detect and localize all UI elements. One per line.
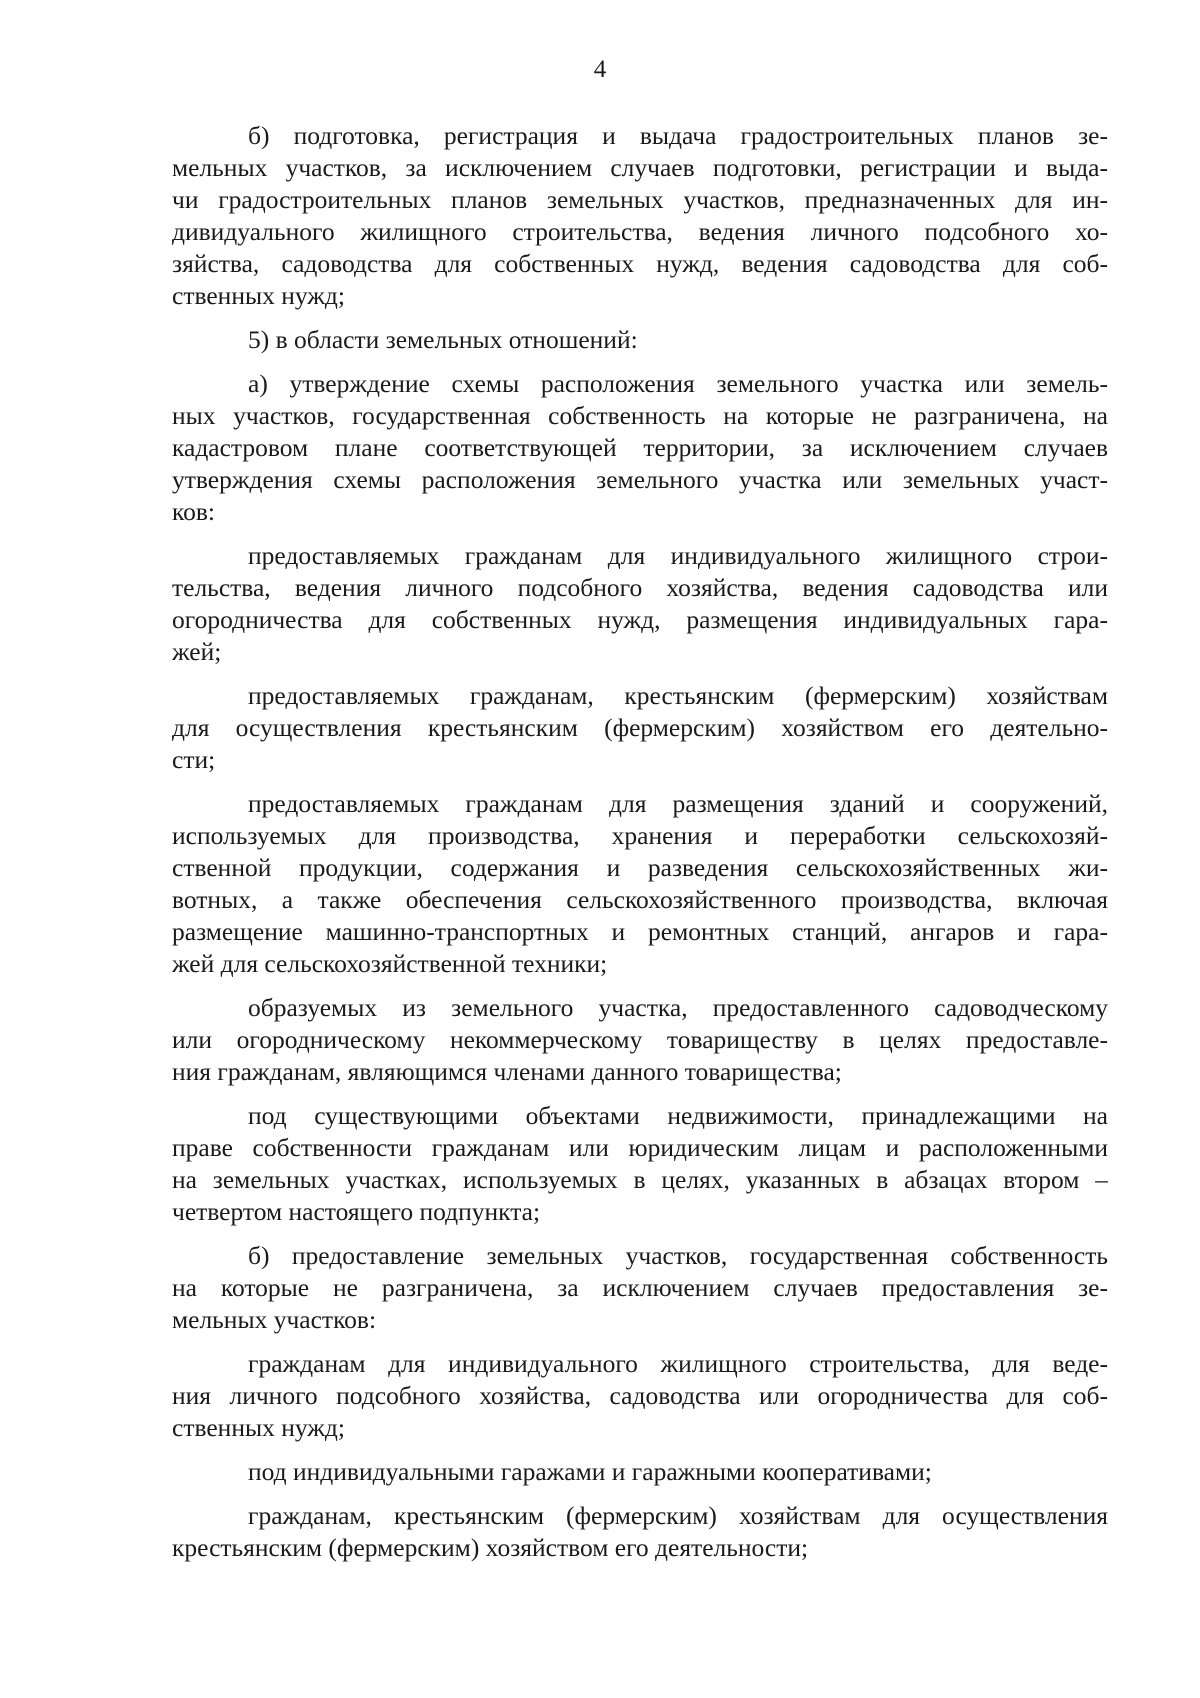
paragraph [172,992,1108,1088]
paragraph [172,1456,1108,1488]
text-line: ков: [172,497,215,526]
text-line: тельства, ведения личного подсобного хозяйства, ведения садоводства или [172,573,1108,602]
text-line: для осуществления крестьянским (фермерским) хозяйством его деятельно- [172,713,1108,742]
document-body [172,120,1108,1576]
paragraph [172,1100,1108,1228]
text-line: огородничества для собственных нужд, размещения индивидуальных гара- [172,605,1108,634]
text-line: крестьянским (фермерским) хозяйством его деятельности; [172,1533,809,1562]
text-line: используемых для производства, хранения и переработки сельскохозяй- [172,821,1108,850]
text-line: предоставляемых гражданам для индивидуального жилищного строи- [248,541,1108,570]
paragraph [172,1240,1108,1336]
text-line: кадастровом плане соответствующей территории, за исключением случаев [172,433,1108,462]
text-line: утверждения схемы расположения земельного участка или земельных участ- [172,465,1108,494]
text-line: на земельных участках, используемых в целях, указанных в абзацах втором – [172,1165,1108,1194]
text-line: ния личного подсобного хозяйства, садоводства или огородничества для соб- [172,1381,1108,1410]
text-line: размещение машинно-транспортных и ремонтных станций, ангаров и гара- [172,917,1108,946]
text-line: четвертом настоящего подпункта; [172,1197,541,1226]
text-line: гражданам для индивидуального жилищного строительства, для веде- [248,1349,1108,1378]
text-line: ственных нужд; [172,281,345,310]
text-line: праве собственности гражданам или юридическим лицам и расположенными [172,1133,1108,1162]
text-line: на которые не разграничена, за исключением случаев предоставления зе- [172,1273,1108,1302]
paragraph [172,540,1108,668]
text-line: б) подготовка, регистрация и выдача градостроительных планов зе- [248,121,1108,150]
text-line: мельных участков: [172,1305,377,1334]
text-line: дивидуального жилищного строительства, ведения личного подсобного хо- [172,217,1108,246]
paragraph [172,368,1108,528]
text-line: под индивидуальными гаражами и гаражными кооперативами; [248,1457,932,1486]
text-line: жей; [172,637,222,666]
text-line: образуемых из земельного участка, предоставленного садоводческому [248,993,1108,1022]
text-line: а) утверждение схемы расположения земельного участка или земель- [248,369,1108,398]
paragraph [172,120,1108,312]
text-line: или огородническому некоммерческому товариществу в целях предоставле- [172,1025,1108,1054]
text-line: жей для сельскохозяйственной техники; [172,949,608,978]
page-number: 4 [593,56,607,83]
text-line: ственной продукции, содержания и разведения сельскохозяйственных жи- [172,853,1108,882]
text-line: чи градостроительных планов земельных участков, предназначенных для ин- [172,185,1108,214]
text-line: сти; [172,745,216,774]
text-line: гражданам, крестьянским (фермерским) хозяйствам для осуществления [248,1501,1108,1530]
text-line: ния гражданам, являющимся членами данного товарищества; [172,1057,842,1086]
text-line: б) предоставление земельных участков, государственная собственность [248,1241,1108,1270]
paragraph [172,1348,1108,1444]
text-line: предоставляемых гражданам, крестьянским (фермерским) хозяйствам [248,681,1108,710]
text-line: под существующими объектами недвижимости, принадлежащими на [248,1101,1108,1130]
text-line: мельных участков, за исключением случаев подготовки, регистрации и выда- [172,153,1108,182]
text-line: ных участков, государственная собственность на которые не разграничена, на [172,401,1108,430]
paragraph [172,324,1108,356]
paragraph [172,680,1108,776]
text-line: ственных нужд; [172,1413,345,1442]
text-line: предоставляемых гражданам для размещения зданий и сооружений, [248,789,1108,818]
paragraph [172,1500,1108,1564]
text-line: 5) в области земельных отношений: [248,325,638,354]
paragraph [172,788,1108,980]
text-line: зяйства, садоводства для собственных нужд, ведения садоводства для соб- [172,249,1108,278]
text-line: вотных, а также обеспечения сельскохозяйственного производства, включая [172,885,1108,914]
